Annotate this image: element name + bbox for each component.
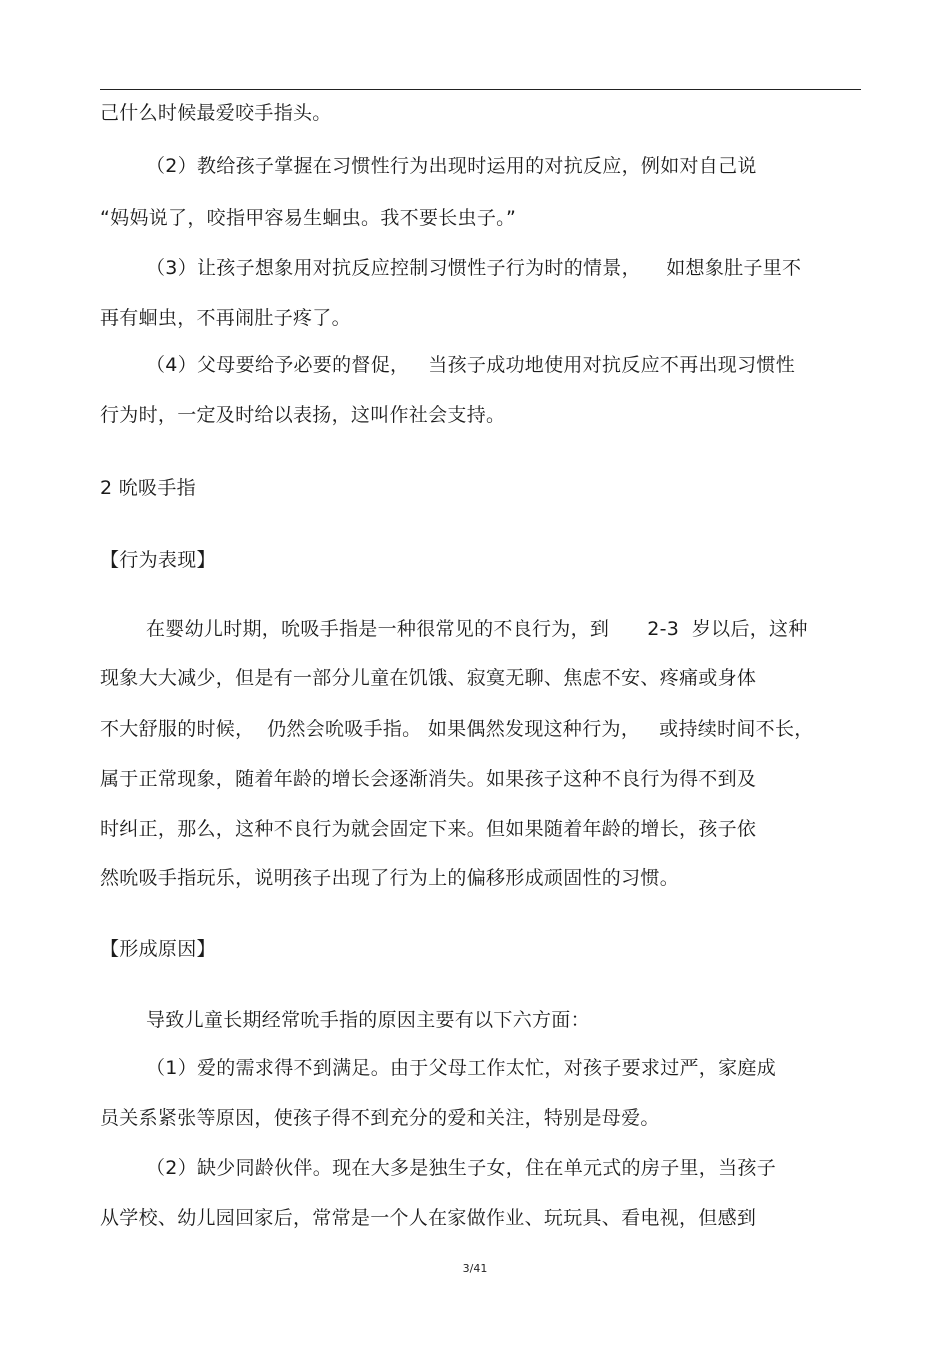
- text-line: 现象大大减少，但是有一部分儿童在饥饿、寂寞无聊、焦虑不安、疼痛或身体: [100, 667, 757, 689]
- text-line: 再有蛔虫，不再闹肚子疼了。: [100, 307, 351, 329]
- text-line: 员关系紧张等原因，使孩子得不到充分的爱和关注，特别是母爱。: [100, 1107, 660, 1129]
- text-line: 从学校、幼儿园回家后，常常是一个人在家做作业、玩玩具、看电视，但感到: [100, 1207, 757, 1229]
- header-rule: [100, 89, 861, 90]
- text-line: 属于正常现象，随着年龄的增长会逐渐消失。如果孩子这种不良行为得不到及: [100, 768, 757, 790]
- page-number: 3/41: [462, 1262, 488, 1275]
- section-heading: 2 吮吸手指: [100, 477, 196, 499]
- text-line: 行为时，一定及时给以表扬，这叫作社会支持。: [100, 404, 506, 426]
- text-line: 在婴幼儿时期，吮吸手指是一种很常见的不良行为，到 2-3 岁以后，这种: [146, 618, 808, 640]
- text-line: 然吮吸手指玩乐，说明孩子出现了行为上的偏移形成顽固性的习惯。: [100, 867, 680, 889]
- text-line: （1）爱的需求得不到满足。由于父母工作太忙，对孩子要求过严，家庭成: [146, 1057, 776, 1079]
- text-line: 时纠正，那么，这种不良行为就会固定下来。但如果随着年龄的增长，孩子依: [100, 818, 757, 840]
- text-line: （2）缺少同龄伙伴。现在大多是独生子女，住在单元式的房子里，当孩子: [146, 1157, 776, 1179]
- subsection-heading: 【形成原因】: [100, 938, 216, 960]
- text-line: 不大舒服的时候， 仍然会吮吸手指。 如果偶然发现这种行为， 或持续时间不长，: [100, 718, 814, 740]
- text-line: 己什么时候最爱咬手指头。: [100, 102, 332, 124]
- text-line: 导致儿童长期经常吮手指的原因主要有以下六方面：: [146, 1009, 590, 1031]
- text-line: （2）教给孩子掌握在习惯性行为出现时运用的对抗反应，例如对自己说: [146, 155, 757, 177]
- text-line: （3）让孩子想象用对抗反应控制习惯性子行为时的情景， 如想象肚子里不: [146, 257, 802, 279]
- text-line: “妈妈说了，咬指甲容易生蛔虫。我不要长虫子。”: [100, 207, 517, 229]
- text-line: （4）父母要给予必要的督促， 当孩子成功地使用对抗反应不再出现习惯性: [146, 354, 796, 376]
- subsection-heading: 【行为表现】: [100, 549, 216, 571]
